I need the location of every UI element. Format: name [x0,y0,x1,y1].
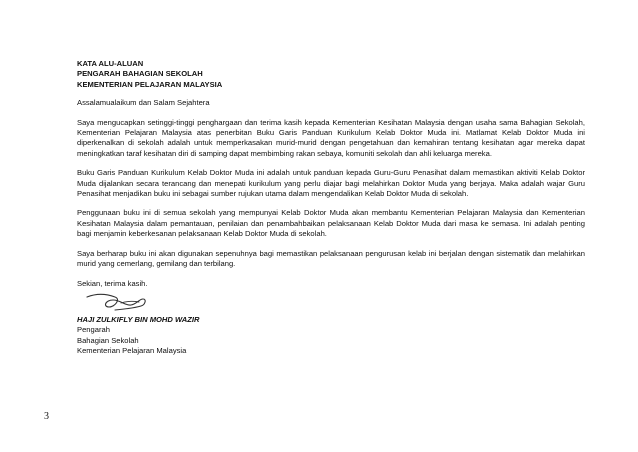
letter-heading [77,59,585,90]
paragraph-1: Saya mengucapkan setinggi-tinggi penghargaan dan terima kasih kepada Kementerian Kesihatan Malaysia dengan usaha sama Bahagian Sekolah, Kementerian Pelajaran Malaysia atas penerbitan Buku Garis Panduan Kurikulum Kelab Doktor Muda ini. Matlamat Kelab Doktor Muda ini diperkenalkan di sekolah adalah untuk memperkasakan murid-murid dengan pengetahuan dan kemahiran tentang kesihatan agar mereka dapat meningkatkan taraf kesihatan diri di samping dapat membimbing rakan sebaya, komuniti sekolah dan ahli keluarga mereka. [77,117,585,158]
page-number: 3 [44,411,49,422]
paragraph-2: Buku Garis Panduan Kurikulum Kelab Doktor Muda ini adalah untuk panduan kepada Guru-Guru Penasihat dalam memastikan aktiviti Kelab Doktor Muda dijalankan secara terancang dan menepati kurikulum yang perlu diajar bagi melahirkan Doktor Muda yang berjaya. Maka adalah wajar Guru Penasihat menjadikan buku ini sebagai sumber rujukan utama dalam mengendalikan Kelab Doktor Muda di sekolah. [77,168,585,199]
greeting: Assalamualaikum dan Salam Sejahtera [77,98,210,108]
heading-line-3: KEMENTERIAN PELAJARAN MALAYSIA [77,79,223,89]
heading-line-1: KATA ALU-ALUAN [77,59,144,68]
heading-line-2: PENGARAH BAHAGIAN SEKOLAH [77,69,203,79]
closing: Sekian, terima kasih. [77,278,148,288]
signature-mark [85,291,155,315]
signature [77,291,585,315]
paragraph-3: Penggunaan buku ini di semua sekolah yang mempunyai Kelab Doktor Muda akan membantu Kementerian Pelajaran Malaysia dan Kementerian Kesihatan Malaysia dalam pemantauan, penilaian dan penambahbaikan pelaksanaan Kelab Doktor Muda dari masa ke semasa. Ini adalah penting bagi menjamin keberkesanan pelaksanaan Kelab Doktor Muda di sekolah. [77,208,585,239]
signer-department: Bahagian Sekolah [77,335,139,345]
signer-ministry: Kementerian Pelajaran Malaysia [77,346,187,356]
signer-block [77,315,585,357]
letter-body [77,59,585,357]
signer-name: HAJI ZULKIFLY BIN MOHD WAZIR [77,314,200,324]
signer-title: Pengarah [77,325,110,335]
paragraph-4: Saya berharap buku ini akan digunakan sepenuhnya bagi memastikan pelaksanaan pengurusan kelab ini berjalan dengan sistematik dan melahirkan murid yang cemerlang, gemilang dan terbilang. [77,248,585,269]
